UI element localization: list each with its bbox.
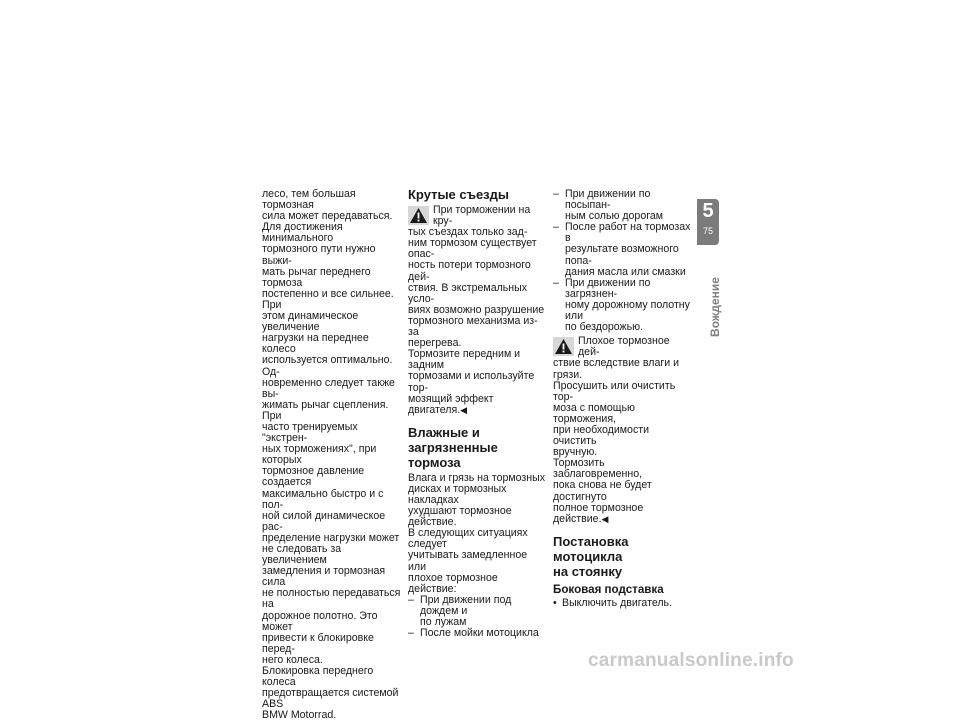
warning-block-descents: [408, 205, 548, 349]
text-column-1: [262, 189, 402, 722]
text-column-2: [408, 189, 548, 639]
list-item: – При движении под дождем и по лужам: [408, 595, 548, 628]
list-item: – После работ на тормозах в результате возможного попа- дания масла или смазки: [553, 222, 693, 277]
list-item: – После мойки мотоцикла: [408, 628, 548, 639]
end-of-section-icon: ◀: [601, 513, 609, 524]
list-item: – При движении по посыпан- ным солью дорогам: [553, 189, 693, 222]
page-number: 75: [702, 226, 713, 236]
continued-paragraph: лесо, тем большая тормозная сила может передаваться. Для достижения минимального тормозного пути нужно выжи- мать рычаг переднего тормоза постепенно и все сильнее. При этом динамическое увеличение нагрузки на переднее колесо используется оптимально. Од- новременно следует также вы- жимать рычаг сцепления. При часто тренируемых "экстрен- ных торможениях", при которых тормозное давление создается максимально быстро и с пол- ной силой динамическое рас- пределение нагрузки может не следовать за увеличением замедления и тормозная сила не полностью передаваться на дорожное полотно. Это может привести к блокировке перед- него колеса. Блокировка переднего колеса предотвращается системой ABS BMW Motorrad.: [262, 188, 401, 722]
watermark: carmanualsonline.info: [588, 650, 794, 671]
list-item: – При движении по загрязнен- ному дорожному полотну или по бездорожью.: [553, 278, 693, 333]
heading-steep-descents: Крутые съезды: [408, 187, 509, 202]
heading-wet-brakes: Влажные и загрязненные тормоза: [408, 424, 498, 470]
subheading-side-stand: Боковая подставка: [553, 582, 664, 596]
wet-brakes-paragraph: Влага и грязь на тормозных дисках и тормозных накладках ухудшают тормозное действие. В следующих ситуациях следует учитывать замедленное или плохое тормозное действие:: [408, 471, 546, 595]
warning-triangle-icon: [553, 337, 574, 356]
end-of-section-icon: ◀: [460, 404, 468, 415]
list-item: • Выключить двигатель.: [553, 598, 693, 609]
chapter-title: Вождение: [708, 277, 722, 337]
warning-text: Плохое тормозное дей- ствие вследствие влаги и грязи.: [553, 335, 679, 381]
chapter-tab: [697, 199, 719, 245]
text-column-3: [553, 189, 693, 609]
heading-parking: Постановка мотоцикла на стоянку: [553, 533, 629, 579]
chapter-number: 5: [702, 200, 714, 222]
instruction-paragraph: Просушить или очистить тор- моза с помощью торможения, при необходимости очистить вручную. Тормозить заблаговременно, пока снова не будет достигнуто полное тормозное действие.◀: [553, 379, 676, 525]
warning-triangle-icon: [408, 206, 429, 225]
warning-text: При торможении на кру- тых съездах только зад- ним тормозом существует опас- ность потери тормозного дей- ствия. В экстремальных усло- виях возможно разрушение тормозного механизма из-за перегрева.: [408, 204, 545, 350]
instruction-paragraph: Тормозите передним и задним тормозами и используйте тор- мозящий эффект двигателя.◀: [408, 348, 535, 416]
warning-block-wet: [553, 336, 693, 380]
